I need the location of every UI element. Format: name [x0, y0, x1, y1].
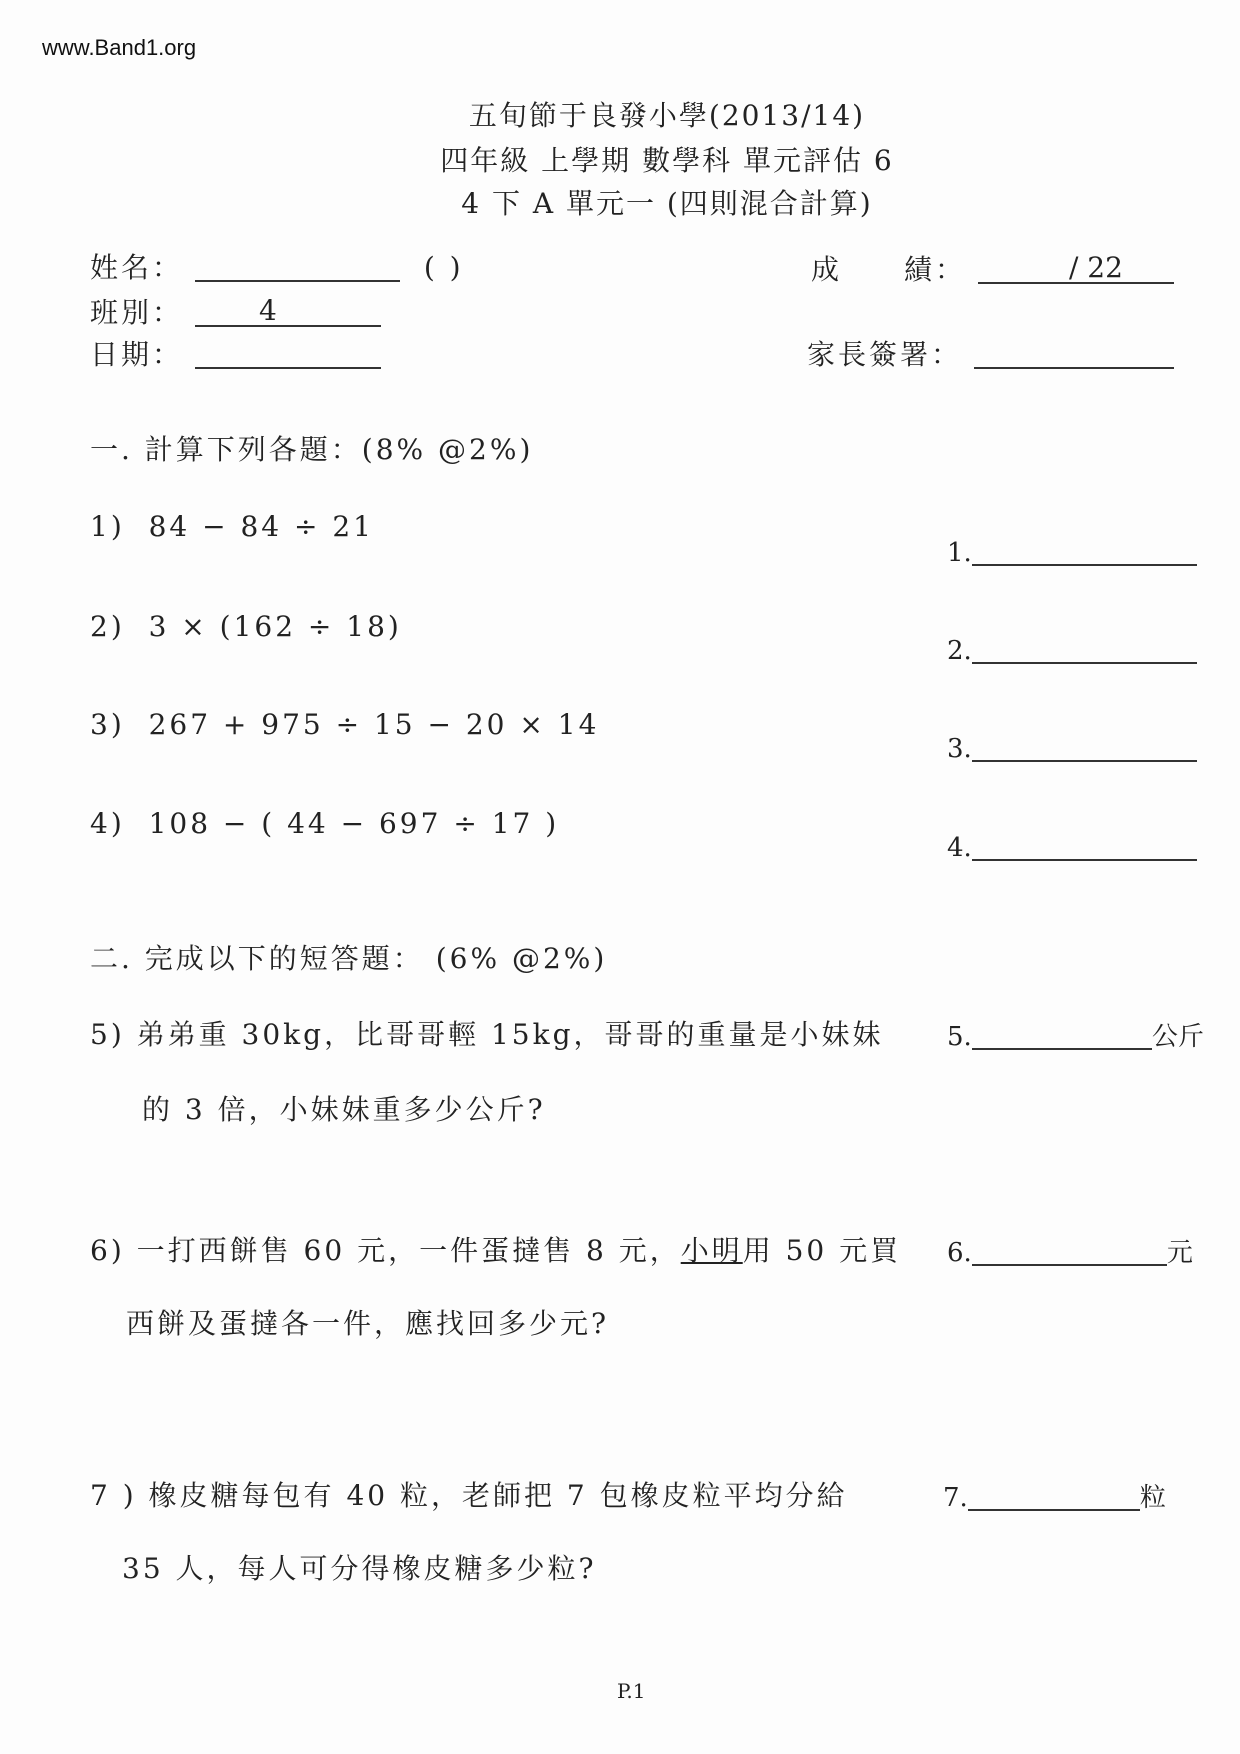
answer-field[interactable] — [968, 1483, 1140, 1511]
question-expression: 3 × (162 ÷ 18) — [148, 610, 402, 643]
answer-label: 4. — [947, 833, 972, 863]
exam-subtitle: 四年級 上學期 數學科 單元評估 6 — [440, 144, 894, 177]
question-6-line2: 西餅及蛋撻各一件，應找回多少元? — [126, 1307, 610, 1340]
answer-unit: 元 — [1166, 1238, 1193, 1268]
date-row — [90, 338, 381, 371]
parent-signature-row — [807, 338, 1174, 371]
question-text: 弟弟重 30kg，比哥哥輕 15kg，哥哥的重量是小妹妹 — [136, 1018, 884, 1051]
answer-field[interactable] — [972, 538, 1197, 566]
question-2 — [90, 610, 402, 643]
underlined-name: 小明 — [680, 1234, 743, 1267]
answer-1 — [947, 538, 1197, 566]
question-3 — [90, 708, 600, 741]
name-field[interactable] — [195, 254, 400, 282]
answer-unit: 粒 — [1139, 1483, 1166, 1513]
class-value: 4 — [259, 294, 277, 327]
question-number: 6) — [90, 1234, 125, 1267]
class-label: 班別： — [90, 296, 184, 329]
name-row — [90, 251, 464, 284]
answer-label: 7. — [943, 1483, 968, 1513]
answer-label: 5. — [947, 1022, 972, 1052]
date-field[interactable] — [195, 341, 381, 369]
date-label: 日期： — [90, 338, 184, 371]
answer-4 — [947, 833, 1197, 861]
score-row — [811, 251, 1174, 286]
question-number: 7 ) — [90, 1479, 137, 1512]
answer-label: 6. — [947, 1238, 972, 1268]
answer-unit: 公斤 — [1151, 1022, 1204, 1052]
answer-label: 2. — [947, 636, 972, 666]
unit-title: 4 下 A 單元一 (四則混合計算) — [461, 187, 873, 220]
answer-field[interactable] — [972, 734, 1197, 762]
answer-7 — [943, 1483, 1166, 1511]
question-number: 4) — [90, 807, 125, 840]
answer-label: 1. — [947, 538, 972, 568]
question-text: 用 50 元買 — [742, 1234, 902, 1267]
watermark: www.Band1.org — [42, 35, 197, 60]
question-4 — [90, 807, 560, 840]
question-number: 3) — [90, 708, 125, 741]
name-label: 姓名： — [90, 251, 184, 284]
question-7-line2: 35 人，每人可分得橡皮糖多少粒? — [122, 1552, 597, 1585]
question-expression: 108 − ( 44 − 697 ÷ 17 ) — [148, 807, 560, 840]
answer-field[interactable] — [972, 636, 1197, 664]
question-expression: 267 + 975 ÷ 15 − 20 × 14 — [148, 708, 600, 741]
question-number: 5) — [90, 1018, 125, 1051]
answer-5 — [947, 1022, 1204, 1050]
question-7-line1 — [90, 1479, 848, 1512]
parent-signature-label: 家長簽署： — [807, 338, 963, 371]
score-value: / 22 — [1068, 251, 1123, 284]
question-5-line2: 的 3 倍，小妹妹重多少公斤? — [142, 1093, 546, 1126]
school-title: 五旬節于良發小學(2013/14) — [468, 99, 866, 132]
page-number: P.1 — [617, 1679, 646, 1703]
question-1 — [90, 510, 374, 543]
answer-6 — [947, 1238, 1193, 1266]
class-field[interactable] — [195, 294, 381, 327]
score-field[interactable] — [978, 251, 1174, 284]
class-row — [90, 294, 381, 329]
question-number: 2) — [90, 610, 125, 643]
question-text: 橡皮糖每包有 40 粒，老師把 7 包橡皮粒平均分給 — [148, 1479, 848, 1512]
score-label: 成 績： — [811, 253, 967, 286]
answer-3 — [947, 734, 1197, 762]
answer-label: 3. — [947, 734, 972, 764]
answer-field[interactable] — [972, 833, 1197, 861]
answer-field[interactable] — [972, 1022, 1152, 1050]
parent-signature-field[interactable] — [974, 341, 1174, 369]
section2-title: 二. 完成以下的短答題： (6% @2%) — [90, 942, 608, 975]
question-expression: 84 − 84 ÷ 21 — [148, 510, 374, 543]
answer-field[interactable] — [972, 1238, 1167, 1266]
section1-title: 一. 計算下列各題：(8% @2%) — [90, 433, 534, 466]
question-number: 1) — [90, 510, 125, 543]
class-number-field[interactable]: ( ) — [423, 251, 464, 284]
question-text: 一打西餅售 60 元，一件蛋撻售 8 元， — [136, 1234, 681, 1267]
answer-2 — [947, 636, 1197, 664]
question-6-line1 — [90, 1234, 902, 1267]
question-5-line1 — [90, 1018, 884, 1051]
